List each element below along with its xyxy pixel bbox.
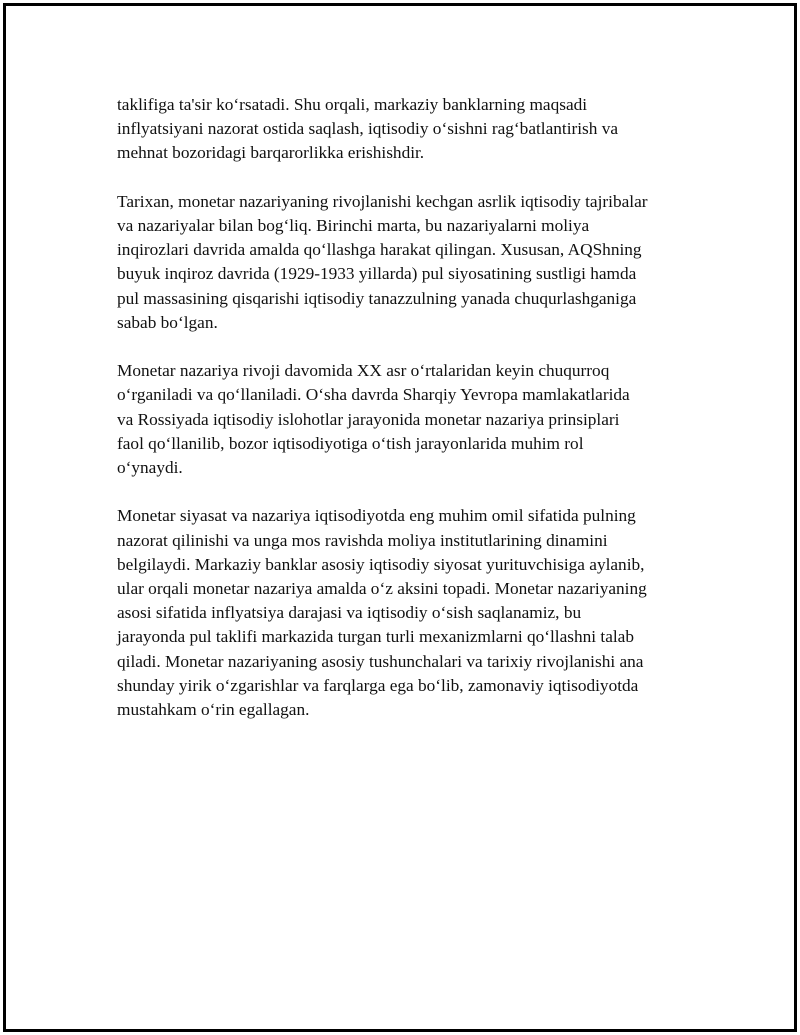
paragraph-4: Monetar siyasat va nazariya iqtisodiyotda eng muhim omil sifatida pulning nazorat qilinishi va unga mos ravishda moliya institutlarining dinamini belgilaydi. Markaziy banklar asosiy iqtisodiy siyosat yurituvchisiga aylanib, ular orqali monetar nazariya amalda o‘z aksini topadi. Monetar nazariyaning asosi sifatida inflyatsiya darajasi va iqtisodiy o‘sish saqlanamiz, bu jarayonda pul taklifi markazida turgan turli mexanizmlarni qo‘llashni talab qiladi. Monetar nazariyaning asosiy tushunchalari va tarixiy rivojlanishi ana shunday yirik o‘zgarishlar va farqlarga ega bo‘lib, zamonaviy iqtisodiyotda mustahkam o‘rin egallagan.	[117, 506, 647, 720]
paragraph-1: taklifiga ta'sir ko‘rsatadi. Shu orqali, markaziy banklarning maqsadi inflyatsiyani nazorat ostida saqlash, iqtisodiy o‘sishni rag‘batlantirish va mehnat bozoridagi barqarorlikka erishishdir.	[117, 95, 619, 163]
document-body	[117, 93, 697, 722]
paragraph-2: Tarixan, monetar nazariyaning rivojlanishi kechgan asrlik iqtisodiy tajribalar va nazariyalar bilan bog‘liq. Birinchi marta, bu nazariyalarni moliya inqirozlari davrida amalda qo‘llashga harakat qilingan. Xususan, AQShning buyuk inqiroz davrida (1929-1933 yillarda) pul siyosatining sustligi hamda pul massasining qisqarishi iqtisodiy tanazzulning yanada chuqurlashganiga sabab bo‘lgan.	[117, 191, 648, 332]
paragraph-3: Monetar nazariya rivoji davomida XX asr o‘rtalaridan keyin chuqurroq o‘rganiladi va qo‘llaniladi. O‘sha davrda Sharqiy Yevropa mamlakatlarida va Rossiyada iqtisodiy islohotlar jarayonida monetar nazariya prinsiplari faol qo‘llanilib, bozor iqtisodiyotiga o‘tish jarayonlarida muhim rol o‘ynaydi.	[117, 361, 630, 478]
